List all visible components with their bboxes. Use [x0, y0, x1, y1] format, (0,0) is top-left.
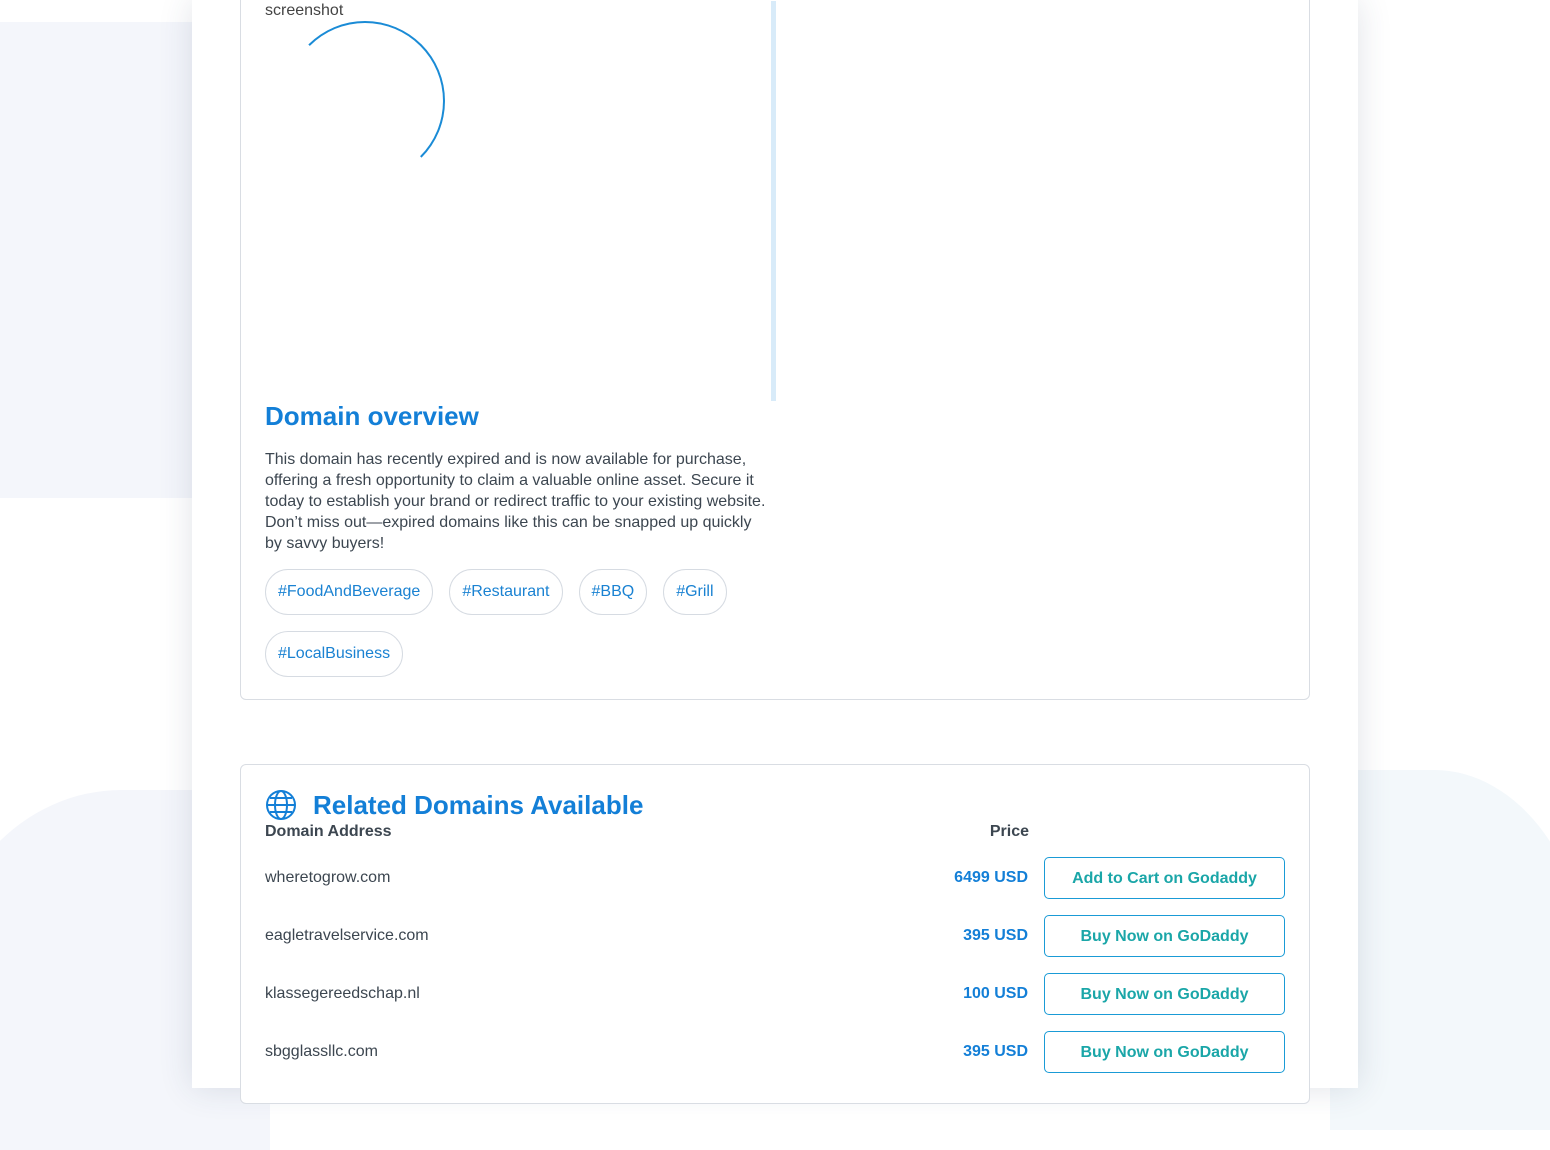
globe-icon	[265, 789, 297, 821]
buy-now-button[interactable]: Buy Now on GoDaddy	[1044, 973, 1285, 1015]
column-header-domain: Domain Address	[265, 823, 392, 840]
tag-grill[interactable]: #Grill	[663, 569, 726, 615]
background-shape-left	[0, 22, 200, 498]
related-header	[265, 789, 643, 821]
table-row	[265, 857, 1285, 899]
row-price: 395 USD	[963, 1043, 1028, 1060]
row-domain: eagletravelservice.com	[265, 927, 429, 944]
screenshot-alt-text: screenshot	[265, 2, 344, 19]
row-domain: klassegereedschap.nl	[265, 985, 420, 1002]
overview-description: This domain has recently expired and is now available for purchase, offering a fresh opportunity to claim a valuable online asset. Secure it today to establish your brand or redirect traffic to your existing website. Don’t miss out—expired domains like this can be snapped up quickly by savvy buyers!	[265, 451, 766, 552]
row-domain: sbgglassllc.com	[265, 1043, 378, 1060]
table-row	[265, 973, 1285, 1015]
related-domain-list	[265, 857, 1285, 1089]
divider-bar	[771, 1, 776, 401]
tag-restaurant[interactable]: #Restaurant	[449, 569, 562, 615]
loading-spinner-icon	[285, 21, 445, 181]
tag-local-business[interactable]: #LocalBusiness	[265, 631, 403, 677]
screenshot-image	[265, 2, 343, 20]
tag-food-and-beverage[interactable]: #FoodAndBeverage	[265, 569, 433, 615]
table-row	[265, 915, 1285, 957]
buy-now-button[interactable]: Buy Now on GoDaddy	[1044, 1031, 1285, 1073]
tag-bbq[interactable]: #BBQ	[579, 569, 648, 615]
domain-overview-card	[240, 0, 1310, 700]
related-domains-card	[240, 764, 1310, 1104]
overview-title: Domain overview	[265, 401, 479, 431]
add-to-cart-button[interactable]: Add to Cart on Godaddy	[1044, 857, 1285, 899]
buy-now-button[interactable]: Buy Now on GoDaddy	[1044, 915, 1285, 957]
table-row	[265, 1031, 1285, 1073]
row-price: 100 USD	[963, 985, 1028, 1002]
row-price: 395 USD	[963, 927, 1028, 944]
background-curve-right	[1330, 770, 1550, 1130]
column-header-price: Price	[989, 823, 1029, 840]
row-price: 6499 USD	[954, 869, 1028, 886]
tag-list	[265, 569, 785, 677]
main-panel	[192, 0, 1358, 1088]
row-domain: wheretogrow.com	[265, 869, 391, 886]
related-title: Related Domains Available	[313, 789, 644, 820]
